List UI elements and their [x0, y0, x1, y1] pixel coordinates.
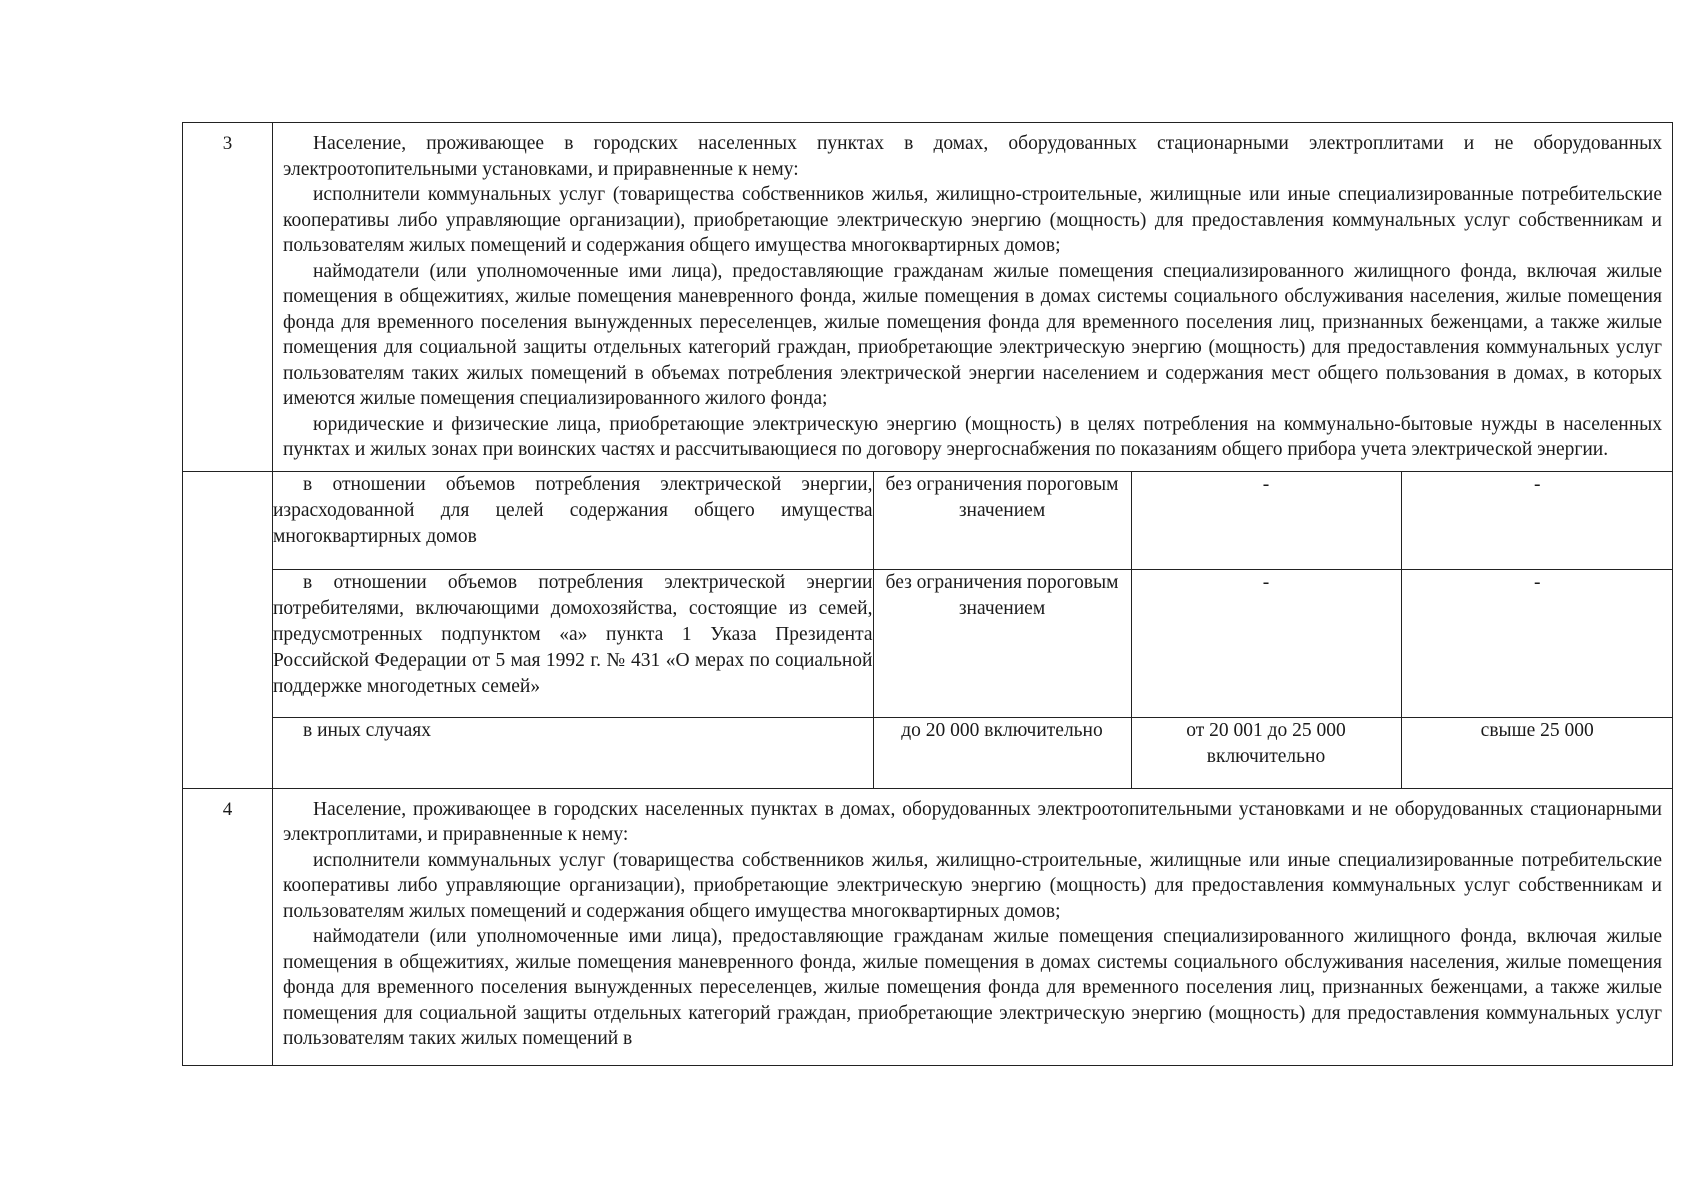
table-row: [273, 570, 1673, 718]
paragraph: исполнители коммунальных услуг (товарищества собственников жилья, жилищно-строительные, жилищные или иные специализированные потребительские кооперативы либо управляющие организации), приобретающие электрическую энергию (мощность) для предоставления коммунальных услуг собственникам и пользователям жилых помещений и содержания общего имущества многоквартирных домов;: [283, 184, 1662, 256]
paragraph: наймодатели (или уполномоченные ими лица), предоставляющие гражданам жилые помещения специализированного жилищного фонда, включая жилые помещения в общежитиях, жилые помещения маневренного фонда, жилые помещения в домах системы социального обслуживания населения, жилые помещения фонда для временного поселения вынужденных переселенцев, жилые помещения фонда для временного поселения лиц, признанных беженцами, а также жилые помещения для социальной защиты отдельных категорий граждан, приобретающие электрическую энергию (мощность) для предоставления коммунальных услуг пользователям таких жилых помещений в объемах потребления электрической энергии населением и содержания мест общего пользования в домах, в которых имеются жилые помещения специализированного жилого фонда;: [283, 260, 1662, 409]
paragraph: исполнители коммунальных услуг (товарищества собственников жилья, жилищно-строительные, жилищные или иные специализированные потребительские кооперативы либо управляющие организации), приобретающие электрическую энергию (мощность) для предоставления коммунальных услуг собственникам и пользователям жилых помещений и содержания общего имущества многоквартирных домов;: [283, 849, 1662, 922]
threshold-cell: без ограничения пороговым значением: [873, 570, 1131, 718]
condition-text: в иных случаях: [303, 720, 431, 741]
table-row-3-subrows: [183, 471, 1673, 788]
condition-text: в отношении объемов потребления электрической энергии потребителями, включающими домохозяйства, состоящие из семей, предусмотренных подпунктом «а» пункта 1 Указа Президента Российской Федерации от 5 мая 1992 г. № 431 «О мерах по социальной поддержке многодетных семей»: [273, 572, 873, 697]
tariff-table: [182, 122, 1673, 1066]
range-cell: -: [1131, 570, 1401, 718]
range-cell: от 20 001 до 25 000 включительно: [1131, 718, 1401, 788]
row-description: [273, 123, 1673, 472]
table-row-4: [183, 788, 1673, 1065]
above-cell: свыше 25 000: [1401, 718, 1673, 788]
condition-cell: [273, 570, 873, 718]
table-row: [273, 472, 1673, 570]
table-row: [273, 718, 1673, 788]
table-row-3: [183, 123, 1673, 472]
subrows-container: [273, 471, 1673, 788]
condition-cell: [273, 472, 873, 570]
condition-text: в отношении объемов потребления электрической энергии, израсходованной для целей содержания общего имущества многоквартирных домов: [273, 473, 873, 547]
threshold-cell: без ограничения пороговым значением: [873, 472, 1131, 570]
paragraph: Население, проживающее в городских населенных пунктах в домах, оборудованных электроотопительными установками и не оборудованных стационарными электроплитами, и приравненные к нему:: [283, 798, 1662, 845]
paragraph: наймодатели (или уполномоченные ими лица), предоставляющие гражданам жилые помещения специализированного жилищного фонда, включая жилые помещения в общежитиях, жилые помещения маневренного фонда, жилые помещения в домах системы социального обслуживания населения, жилые помещения фонда для временного поселения вынужденных переселенцев, жилые помещения фонда для временного поселения лиц, признанных беженцами, а также жилые помещения для социальной защиты отдельных категорий граждан, приобретающие электрическую энергию (мощность) для предоставления коммунальных услуг пользователям таких жилых помещений в: [283, 926, 1662, 1049]
row-description: [273, 788, 1673, 1065]
row-number: 4: [183, 788, 273, 1065]
above-cell: -: [1401, 472, 1673, 570]
condition-cell: [273, 718, 873, 788]
subrows-table: [273, 472, 1673, 788]
row-number: 3: [183, 123, 273, 472]
empty-number-cell: [183, 471, 273, 788]
range-cell: -: [1131, 472, 1401, 570]
paragraph: Население, проживающее в городских населенных пунктах в домах, оборудованных стационарными электроплитами и не оборудованных электроотопительными установками, и приравненные к нему:: [283, 133, 1662, 180]
paragraph: юридические и физические лица, приобретающие электрическую энергию (мощность) в целях потребления на коммунально-бытовые нужды в населенных пунктах и жилых зонах при воинских частях и рассчитывающиеся по договору энергоснабжения по показаниям общего прибора учета электрической энергии.: [283, 413, 1662, 460]
threshold-cell: до 20 000 включительно: [873, 718, 1131, 788]
above-cell: -: [1401, 570, 1673, 718]
